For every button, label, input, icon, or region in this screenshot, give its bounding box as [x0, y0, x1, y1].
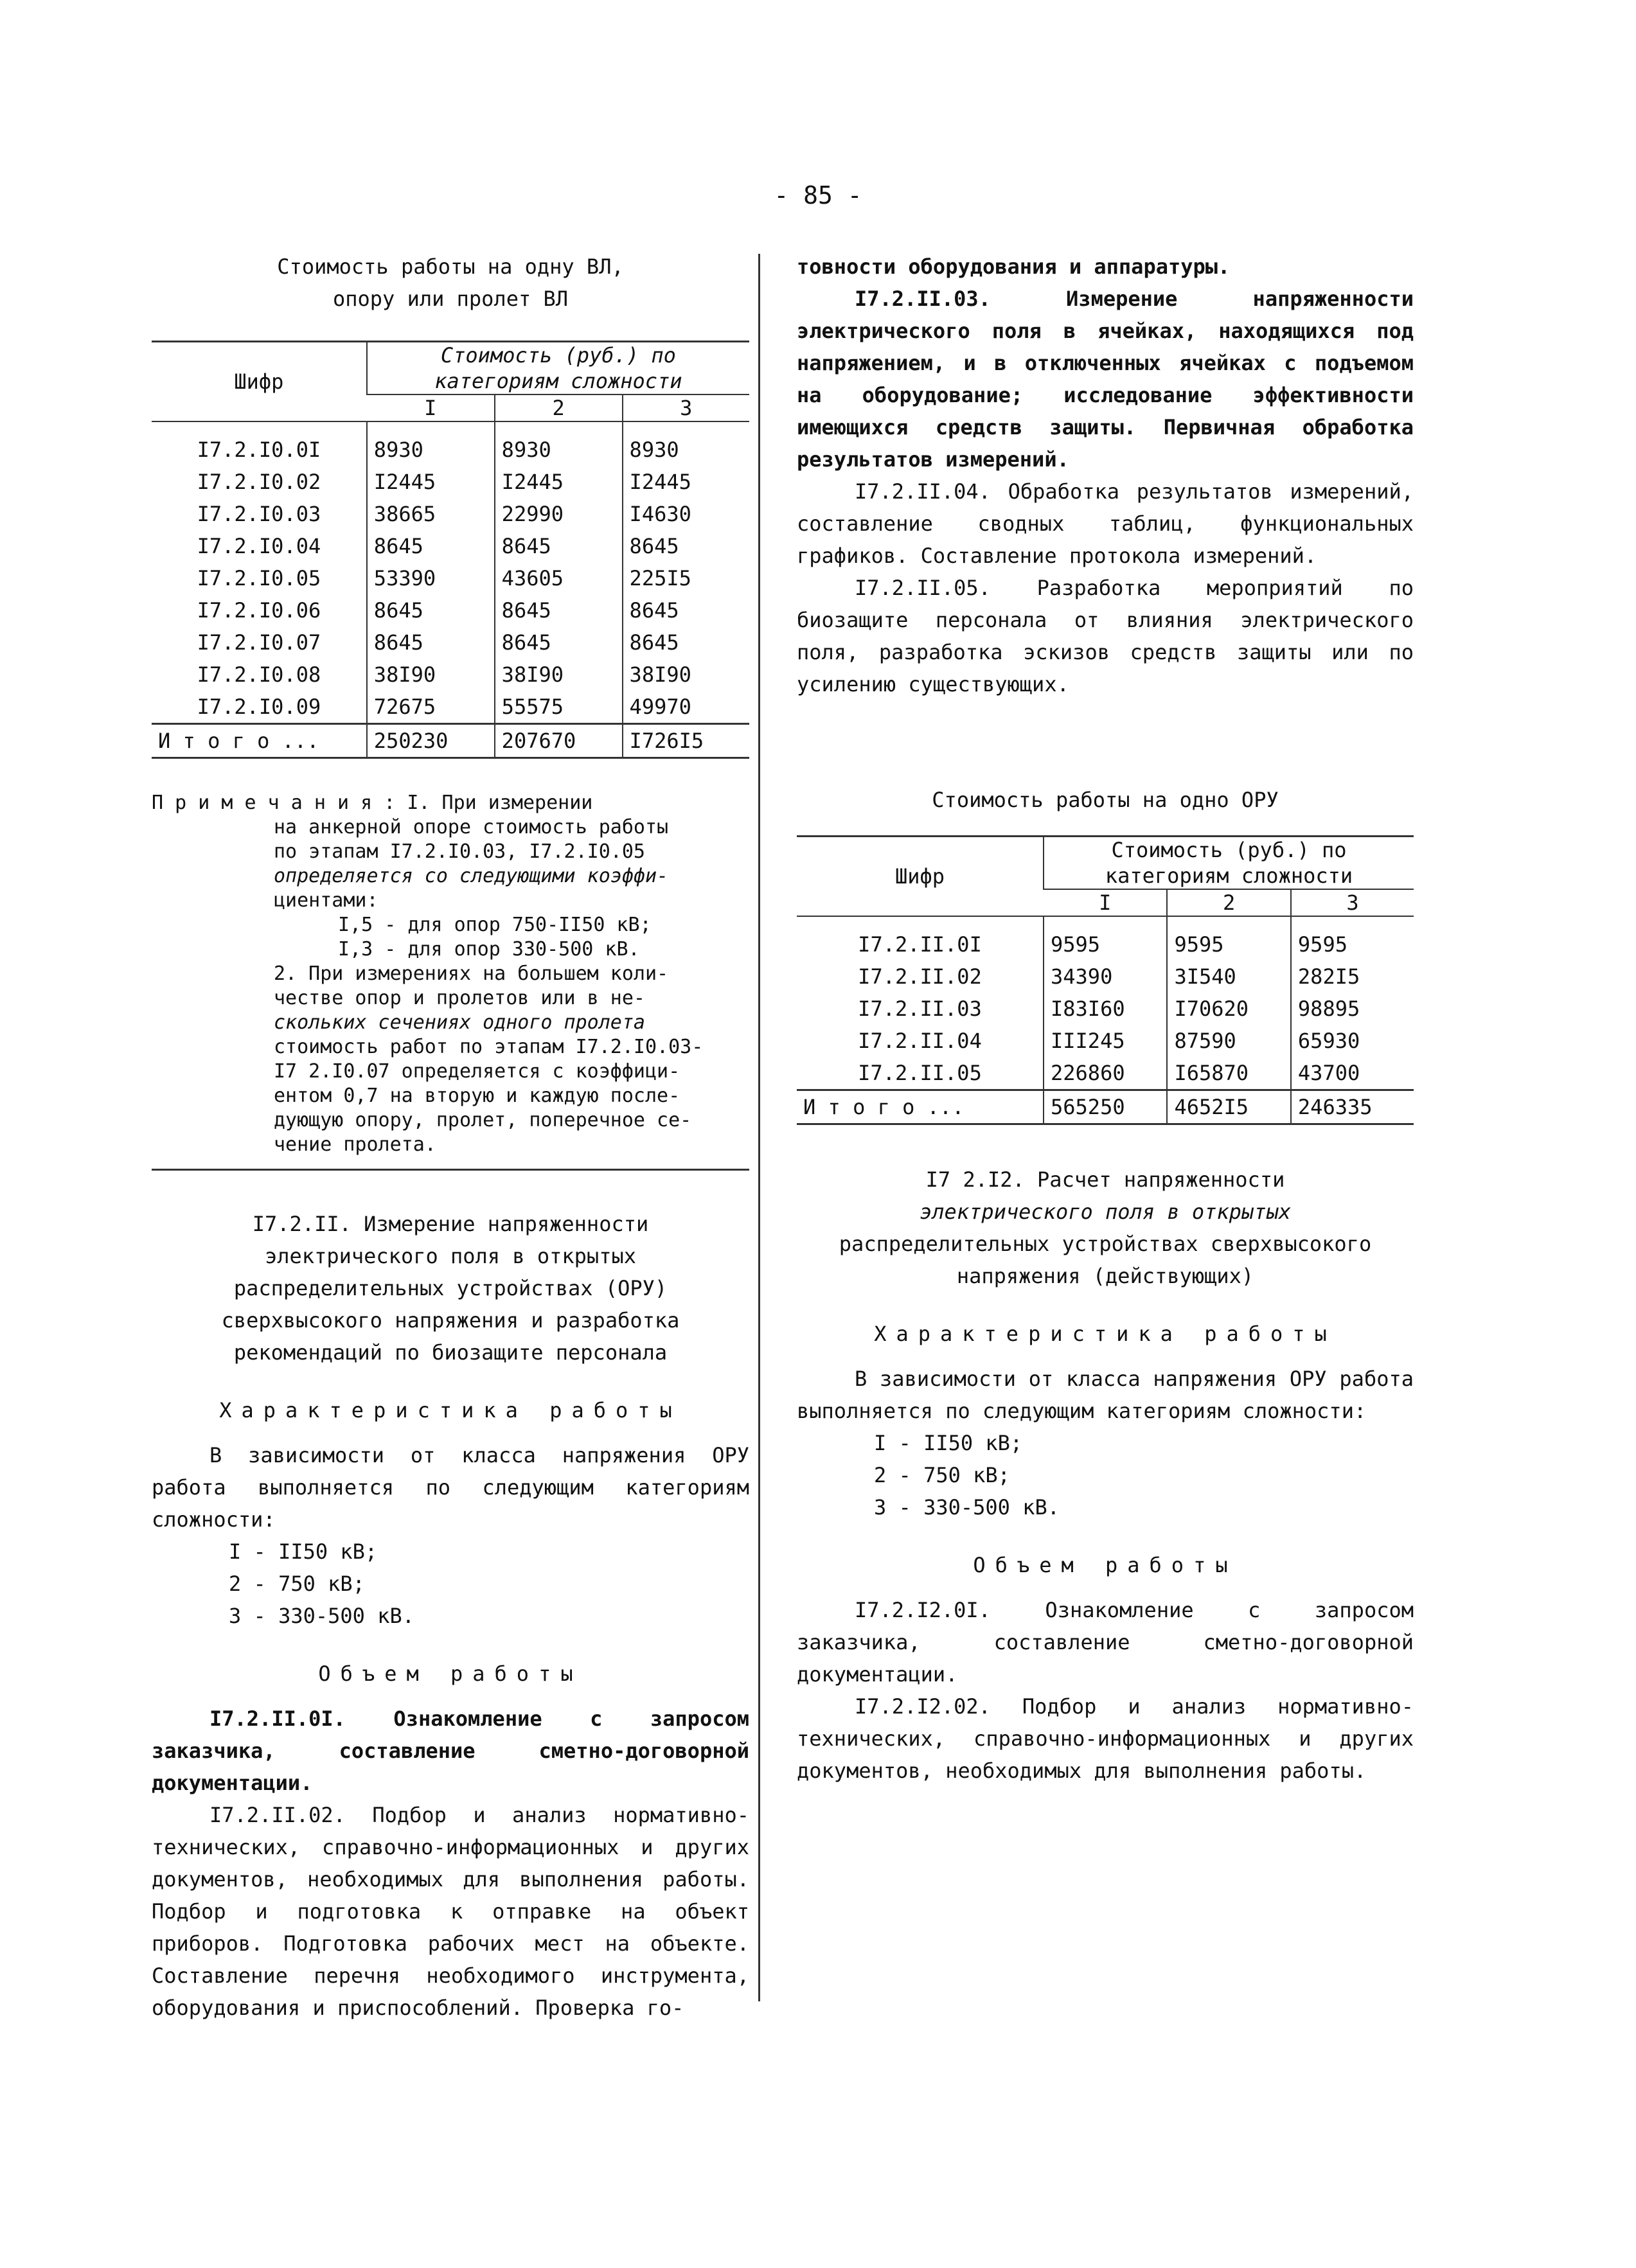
- table2-header-cost: Стоимость (руб.) по категориям сложности: [1044, 837, 1414, 890]
- total-cat2: 4652I5: [1167, 1090, 1290, 1124]
- characteristics-heading: Характеристика работы: [219, 1398, 682, 1422]
- category-item: I - II50 кВ;: [874, 1431, 1023, 1455]
- cell-cat2: 8645: [495, 594, 623, 626]
- note-line: чение пролета.: [274, 1133, 436, 1156]
- table2-header-cat1: I: [1044, 889, 1167, 916]
- cell-cat2: 87590: [1167, 1025, 1290, 1057]
- category-item: 3 - 330-500 кВ.: [229, 1604, 414, 1628]
- cell-cat3: I4630: [623, 498, 749, 530]
- note-line: I7 2.I0.07 определяется с коэффици-: [274, 1060, 680, 1083]
- cell-cat1: 9595: [1044, 928, 1167, 961]
- note-line: 2. При измерениях на большем коли-: [274, 962, 669, 985]
- cell-cat2: 3I540: [1167, 961, 1290, 993]
- cell-cat2: 38I90: [495, 659, 623, 691]
- cell-cat1: I83I60: [1044, 993, 1167, 1025]
- section-heading: I7.2.II. Измерение напряженности: [252, 1212, 649, 1236]
- table1-cost-per-line: [152, 341, 749, 759]
- note-line: П р и м е ч а н и я : I. При измерении: [152, 792, 593, 814]
- total-cat1: 250230: [367, 724, 495, 758]
- characteristics-text: В зависимости от класса напряжения ОРУ работа выполняется по следующим категориям сложности:: [152, 1443, 749, 1532]
- section-heading: распределительных устройствах сверхвысокого: [839, 1232, 1372, 1256]
- table-row: [152, 691, 749, 724]
- table1-header-cat3: 3: [623, 394, 749, 421]
- table2-header-cat3: 3: [1291, 889, 1414, 916]
- work-item: I7.2.I2.02. Подбор и анализ нормативно-технических, справочно-информационных и других документов, необходимых для выполнения работы.: [797, 1694, 1414, 1783]
- note-line: по этапам I7.2.I0.03, I7.2.I0.05: [274, 840, 645, 863]
- page-number: - 85 -: [774, 181, 862, 209]
- table1-header-cost: Стоимость (руб.) по категориям сложности: [367, 342, 749, 395]
- cell-cat1: 8645: [367, 530, 495, 562]
- table-row: [152, 562, 749, 594]
- cell-cat3: 49970: [623, 691, 749, 724]
- table1-header-cat1: I: [367, 394, 495, 421]
- table-row: [152, 659, 749, 691]
- right-column: [797, 251, 1414, 1787]
- cell-cat3: 38I90: [623, 659, 749, 691]
- work-item: I7.2.II.03. Измерение напряженности электрического поля в ячейках, находящихся под напряжением, и в отключенных ячейках с подъемом на оборудование; исследование эффективности имеющихся средств защиты. Первичная обработка результатов измерений.: [797, 287, 1414, 472]
- table-total-row: [152, 724, 749, 758]
- work-item: I7.2.II.0I. Ознакомление с запросом заказчика, составление сметно-договорной документации.: [152, 1706, 749, 1795]
- row-code: I7.2.I0.04: [197, 534, 321, 558]
- section-heading: сверхвысокого напряжения и разработка: [221, 1308, 680, 1333]
- row-code: I7.2.I0.08: [197, 662, 321, 687]
- row-code: I7.2.II.0I: [858, 932, 982, 957]
- characteristics-heading: Характеристика работы: [874, 1322, 1337, 1346]
- note-divider: [152, 1169, 749, 1171]
- row-code: I7.2.I0.07: [197, 630, 321, 655]
- cell-cat2: I70620: [1167, 993, 1290, 1025]
- row-code: I7.2.I0.02: [197, 470, 321, 494]
- row-code: I7.2.II.04: [858, 1029, 982, 1053]
- note-line: скольких сечениях одного пролета: [274, 1011, 645, 1034]
- table1-note: [152, 791, 749, 1157]
- cell-cat2: I2445: [495, 466, 623, 498]
- row-code: I7.2.I0.0I: [197, 438, 321, 462]
- section-heading: I7 2.I2. Расчет напряженности: [925, 1167, 1285, 1192]
- cell-cat2: 9595: [1167, 928, 1290, 961]
- work-item: I7.2.II.05. Разработка мероприятий по биозащите персонала от влияния электрического поля, разработка эскизов средств защиты или по усилению существующих.: [797, 576, 1414, 696]
- total-label: И т о г о ...: [152, 724, 367, 758]
- note-line: стоимость работ по этапам I7.2.I0.03-: [274, 1036, 704, 1058]
- table-row: [797, 961, 1414, 993]
- cell-cat3: 8645: [623, 594, 749, 626]
- cell-cat1: 8645: [367, 626, 495, 659]
- cell-cat2: 22990: [495, 498, 623, 530]
- note-line: определяется со следующими коэффи-: [274, 865, 669, 887]
- section-heading: напряжения (действующих): [956, 1264, 1254, 1288]
- row-code: I7.2.II.03: [858, 997, 982, 1021]
- row-code: I7.2.II.02: [858, 964, 982, 989]
- cell-cat1: 38665: [367, 498, 495, 530]
- table-row: [152, 626, 749, 659]
- cell-cat3: 98895: [1291, 993, 1414, 1025]
- note-line: циентами:: [274, 889, 378, 912]
- cell-cat2: 8645: [495, 626, 623, 659]
- cell-cat2: 8930: [495, 434, 623, 466]
- cell-cat1: 8930: [367, 434, 495, 466]
- cell-cat2: 43605: [495, 562, 623, 594]
- cell-cat3: 8645: [623, 626, 749, 659]
- cell-cat2: 8645: [495, 530, 623, 562]
- note-line: честве опор и пролетов или в не-: [274, 987, 645, 1009]
- cell-cat1: 53390: [367, 562, 495, 594]
- table-row: [797, 1057, 1414, 1090]
- cell-cat3: 282I5: [1291, 961, 1414, 993]
- table1-header-cat2: 2: [495, 394, 623, 421]
- table-row: [797, 1025, 1414, 1057]
- cell-cat3: 43700: [1291, 1057, 1414, 1090]
- note-line: дующую опору, пролет, поперечное се-: [274, 1109, 692, 1131]
- table1-caption-line2: опору или пролет ВЛ: [332, 287, 569, 311]
- table-row: [152, 434, 749, 466]
- table-row: [797, 928, 1414, 961]
- table-total-row: [797, 1090, 1414, 1124]
- note-line: I,3 - для опор 330-500 кВ.: [338, 938, 640, 961]
- characteristics-text: В зависимости от класса напряжения ОРУ работа выполняется по следующим категориям сложности:: [797, 1367, 1414, 1423]
- cell-cat3: 9595: [1291, 928, 1414, 961]
- cell-cat1: I2445: [367, 466, 495, 498]
- note-line: на анкерной опоре стоимость работы: [274, 816, 669, 838]
- category-item: I - II50 кВ;: [229, 1539, 378, 1564]
- table-row: [152, 594, 749, 626]
- cell-cat3: 8645: [623, 530, 749, 562]
- section-heading: электрического поля в открытых: [920, 1200, 1291, 1224]
- row-code: I7.2.I0.03: [197, 502, 321, 526]
- table2-cost-per-oru: [797, 835, 1414, 1125]
- volume-heading: Объем работы: [973, 1553, 1238, 1577]
- table2-caption: Стоимость работы на одно ОРУ: [932, 788, 1279, 812]
- row-code: I7.2.I0.06: [197, 598, 321, 623]
- section-heading: электрического поля в открытых: [265, 1244, 636, 1268]
- cell-cat1: III245: [1044, 1025, 1167, 1057]
- volume-heading: Объем работы: [318, 1661, 583, 1686]
- left-column: [152, 251, 749, 2024]
- table-row: [152, 530, 749, 562]
- table1-header-code: Шифр: [152, 342, 367, 422]
- table-row: [797, 993, 1414, 1025]
- work-item: I7.2.II.02. Подбор и анализ нормативно-технических, справочно-информационных и других документов, необходимых для выполнения работы. Подбор и подготовка к отправке на объект приборов. Подготовка рабочих мест на объекте. Составление перечня необходимого инструмента, оборудования и приспособлений. Проверка го-: [152, 1803, 749, 2020]
- cell-cat1: 34390: [1044, 961, 1167, 993]
- cell-cat1: 226860: [1044, 1057, 1167, 1090]
- work-item: I7.2.II.04. Обработка результатов измерений, составление сводных таблиц, функциональных графиков. Составление протокола измерений.: [797, 479, 1414, 568]
- table-row: [152, 466, 749, 498]
- note-line: ентом 0,7 на вторую и каждую после-: [274, 1085, 680, 1107]
- table2-header-code: Шифр: [797, 837, 1044, 917]
- row-code: I7.2.I0.09: [197, 695, 321, 719]
- row-code: I7.2.II.05: [858, 1061, 982, 1085]
- column-divider: [758, 254, 760, 2001]
- cell-cat3: I2445: [623, 466, 749, 498]
- category-item: 3 - 330-500 кВ.: [874, 1495, 1060, 1519]
- cell-cat1: 38I90: [367, 659, 495, 691]
- total-label: И т о г о ...: [797, 1090, 1044, 1124]
- cell-cat3: 225I5: [623, 562, 749, 594]
- note-line: I,5 - для опор 750-II50 кВ;: [338, 914, 652, 936]
- row-code: I7.2.I0.05: [197, 566, 321, 590]
- total-cat2: 207670: [495, 724, 623, 758]
- cell-cat2: I65870: [1167, 1057, 1290, 1090]
- work-item-continued: товности оборудования и аппаратуры.: [797, 254, 1231, 279]
- category-item: 2 - 750 кВ;: [874, 1463, 1010, 1487]
- section-heading: распределительных устройствах (ОРУ): [233, 1276, 668, 1300]
- table-row: [152, 498, 749, 530]
- total-cat1: 565250: [1044, 1090, 1167, 1124]
- section-heading: рекомендаций по биозащите персонала: [233, 1340, 668, 1365]
- table1-caption-line1: Стоимость работы на одну ВЛ,: [277, 254, 624, 279]
- cell-cat3: 65930: [1291, 1025, 1414, 1057]
- cell-cat1: 72675: [367, 691, 495, 724]
- total-cat3: 246335: [1291, 1090, 1414, 1124]
- table2-header-cat2: 2: [1167, 889, 1290, 916]
- cell-cat2: 55575: [495, 691, 623, 724]
- category-item: 2 - 750 кВ;: [229, 1572, 365, 1596]
- total-cat3: I726I5: [623, 724, 749, 758]
- cell-cat1: 8645: [367, 594, 495, 626]
- cell-cat3: 8930: [623, 434, 749, 466]
- work-item: I7.2.I2.0I. Ознакомление с запросом заказчика, составление сметно-договорной документации.: [797, 1598, 1414, 1687]
